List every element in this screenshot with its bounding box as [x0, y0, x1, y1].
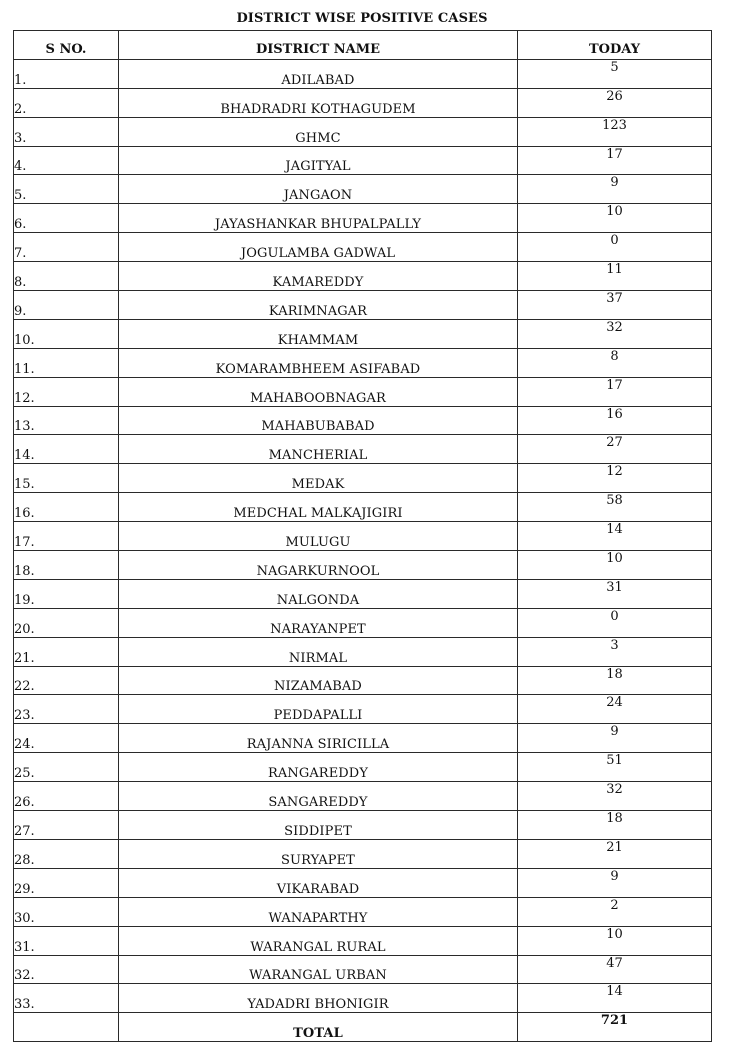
table-row	[14, 782, 712, 811]
sno-cell: 20.	[14, 608, 119, 637]
sno-cell: 30.	[14, 897, 119, 926]
district-name-cell: KAMAREDDY	[119, 262, 518, 291]
today-count-cell: 26	[518, 88, 712, 117]
district-name-cell: MEDCHAL MALKAJIGIRI	[119, 493, 518, 522]
district-name-cell: NAGARKURNOOL	[119, 551, 518, 580]
today-count-cell: 47	[518, 955, 712, 984]
today-count-cell: 9	[518, 868, 712, 897]
today-count-cell: 18	[518, 811, 712, 840]
sno-cell: 11.	[14, 348, 119, 377]
district-name-cell: NALGONDA	[119, 579, 518, 608]
table-row	[14, 608, 712, 637]
table-row	[14, 897, 712, 926]
district-name-cell: KHAMMAM	[119, 319, 518, 348]
today-count-cell: 5	[518, 59, 712, 88]
header-row	[14, 31, 712, 60]
sno-cell: 16.	[14, 493, 119, 522]
sno-cell: 28.	[14, 839, 119, 868]
table-row	[14, 984, 712, 1013]
district-name-cell: VIKARABAD	[119, 868, 518, 897]
table-row	[14, 637, 712, 666]
district-name-cell: NARAYANPET	[119, 608, 518, 637]
table-row	[14, 406, 712, 435]
today-count-cell: 9	[518, 724, 712, 753]
table-row	[14, 551, 712, 580]
district-name-cell: KARIMNAGAR	[119, 291, 518, 320]
today-count-cell: 10	[518, 926, 712, 955]
table-body	[14, 59, 712, 1012]
total-label: TOTAL	[119, 1013, 518, 1042]
table-row	[14, 319, 712, 348]
district-name-cell: NIZAMABAD	[119, 666, 518, 695]
today-count-cell: 31	[518, 579, 712, 608]
table-row	[14, 926, 712, 955]
sno-cell: 2.	[14, 88, 119, 117]
today-count-cell: 8	[518, 348, 712, 377]
today-count-cell: 37	[518, 291, 712, 320]
district-name-cell: KOMARAMBHEEM ASIFABAD	[119, 348, 518, 377]
sno-cell: 5.	[14, 175, 119, 204]
today-count-cell: 2	[518, 897, 712, 926]
district-cases-table	[13, 30, 712, 1042]
table-row	[14, 955, 712, 984]
sno-cell: 18.	[14, 551, 119, 580]
total-value: 721	[518, 1013, 712, 1042]
table-row	[14, 348, 712, 377]
table-row	[14, 493, 712, 522]
sno-cell: 10.	[14, 319, 119, 348]
total-row	[14, 1013, 712, 1042]
district-name-cell: SURYAPET	[119, 839, 518, 868]
district-name-cell: MANCHERIAL	[119, 435, 518, 464]
today-count-cell: 12	[518, 464, 712, 493]
table-row	[14, 522, 712, 551]
sno-cell: 23.	[14, 695, 119, 724]
today-count-cell: 27	[518, 435, 712, 464]
district-name-cell: WARANGAL RURAL	[119, 926, 518, 955]
sno-cell: 27.	[14, 811, 119, 840]
today-count-cell: 17	[518, 146, 712, 175]
sno-cell: 32.	[14, 955, 119, 984]
sno-cell: 3.	[14, 117, 119, 146]
sno-cell: 25.	[14, 753, 119, 782]
sno-cell: 24.	[14, 724, 119, 753]
district-name-cell: YADADRI BHONIGIR	[119, 984, 518, 1013]
district-name-cell: PEDDAPALLI	[119, 695, 518, 724]
today-count-cell: 32	[518, 782, 712, 811]
district-name-cell: ADILABAD	[119, 59, 518, 88]
today-count-cell: 10	[518, 204, 712, 233]
sno-cell: 6.	[14, 204, 119, 233]
today-count-cell: 10	[518, 551, 712, 580]
today-count-cell: 0	[518, 608, 712, 637]
column-header-district-name: DISTRICT NAME	[119, 31, 518, 60]
today-count-cell: 51	[518, 753, 712, 782]
today-count-cell: 11	[518, 262, 712, 291]
table-row	[14, 262, 712, 291]
district-name-cell: WANAPARTHY	[119, 897, 518, 926]
column-header-today: TODAY	[518, 31, 712, 60]
today-count-cell: 21	[518, 839, 712, 868]
sno-cell: 13.	[14, 406, 119, 435]
table-row	[14, 464, 712, 493]
sno-cell: 19.	[14, 579, 119, 608]
sno-cell: 21.	[14, 637, 119, 666]
sno-cell: 33.	[14, 984, 119, 1013]
table-row	[14, 695, 712, 724]
district-name-cell: BHADRADRI KOTHAGUDEM	[119, 88, 518, 117]
table-row	[14, 233, 712, 262]
district-name-cell: JANGAON	[119, 175, 518, 204]
district-name-cell: MAHABOOBNAGAR	[119, 377, 518, 406]
district-name-cell: WARANGAL URBAN	[119, 955, 518, 984]
today-count-cell: 58	[518, 493, 712, 522]
district-name-cell: MULUGU	[119, 522, 518, 551]
sno-cell: 9.	[14, 291, 119, 320]
sno-cell: 29.	[14, 868, 119, 897]
today-count-cell: 14	[518, 984, 712, 1013]
district-name-cell: MAHABUBABAD	[119, 406, 518, 435]
today-count-cell: 32	[518, 319, 712, 348]
district-name-cell: SANGAREDDY	[119, 782, 518, 811]
table-row	[14, 839, 712, 868]
table-row	[14, 724, 712, 753]
district-name-cell: RAJANNA SIRICILLA	[119, 724, 518, 753]
table-row	[14, 117, 712, 146]
table-row	[14, 377, 712, 406]
sno-cell: 12.	[14, 377, 119, 406]
district-name-cell: RANGAREDDY	[119, 753, 518, 782]
document-title: DISTRICT WISE POSITIVE CASES	[236, 11, 488, 26]
sno-cell: 17.	[14, 522, 119, 551]
district-name-cell: NIRMAL	[119, 637, 518, 666]
district-name-cell: JAYASHANKAR BHUPALPALLY	[119, 204, 518, 233]
table-row	[14, 291, 712, 320]
today-count-cell: 9	[518, 175, 712, 204]
table-row	[14, 59, 712, 88]
today-count-cell: 24	[518, 695, 712, 724]
district-name-cell: MEDAK	[119, 464, 518, 493]
sno-cell: 7.	[14, 233, 119, 262]
today-count-cell: 0	[518, 233, 712, 262]
district-name-cell: GHMC	[119, 117, 518, 146]
district-name-cell: JAGITYAL	[119, 146, 518, 175]
table-row	[14, 753, 712, 782]
today-count-cell: 17	[518, 377, 712, 406]
sno-cell: 14.	[14, 435, 119, 464]
sno-cell: 8.	[14, 262, 119, 291]
table-row	[14, 175, 712, 204]
district-name-cell: JOGULAMBA GADWAL	[119, 233, 518, 262]
district-name-cell: SIDDIPET	[119, 811, 518, 840]
table-row	[14, 666, 712, 695]
table-row	[14, 88, 712, 117]
sno-cell: 31.	[14, 926, 119, 955]
table-row	[14, 579, 712, 608]
today-count-cell: 123	[518, 117, 712, 146]
today-count-cell: 16	[518, 406, 712, 435]
today-count-cell: 18	[518, 666, 712, 695]
column-header-sno: S NO.	[14, 31, 119, 60]
sno-cell: 26.	[14, 782, 119, 811]
sno-cell: 15.	[14, 464, 119, 493]
table-row	[14, 811, 712, 840]
today-count-cell: 3	[518, 637, 712, 666]
table-row	[14, 146, 712, 175]
today-count-cell: 14	[518, 522, 712, 551]
sno-cell: 1.	[14, 59, 119, 88]
sno-cell: 4.	[14, 146, 119, 175]
table-row	[14, 435, 712, 464]
table-row	[14, 204, 712, 233]
total-sno-cell	[14, 1013, 119, 1042]
table-row	[14, 868, 712, 897]
sno-cell: 22.	[14, 666, 119, 695]
